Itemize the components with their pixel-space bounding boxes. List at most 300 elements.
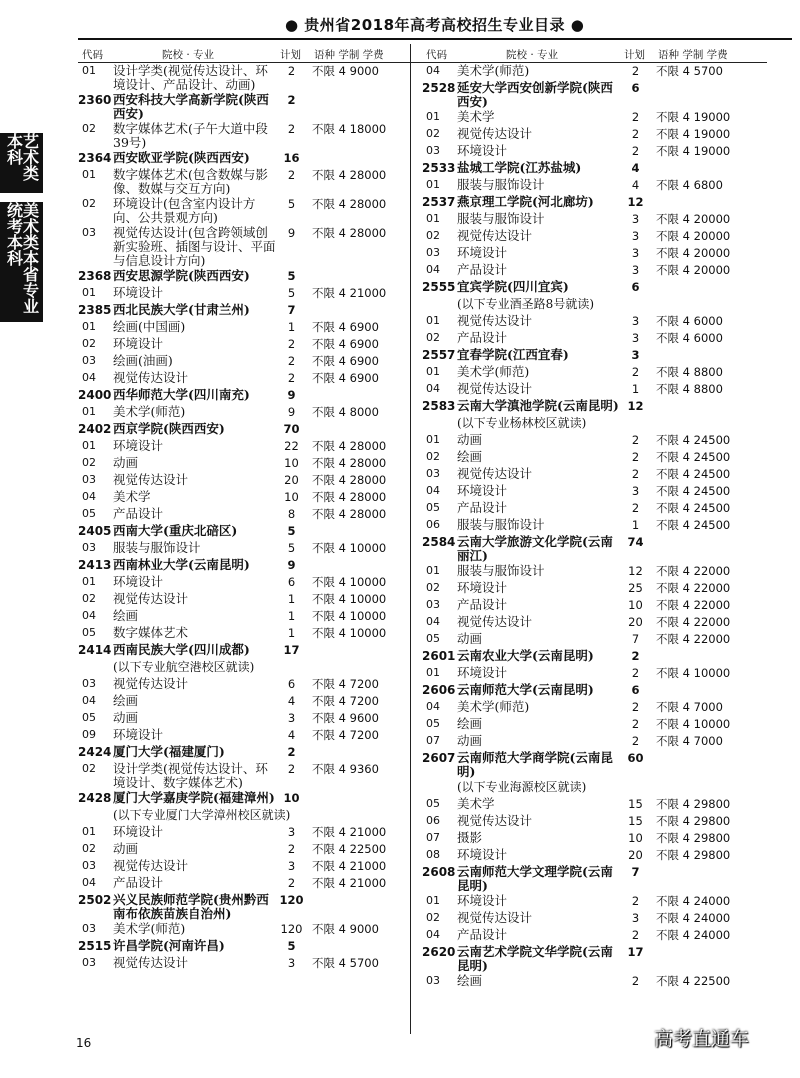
program-row bbox=[78, 761, 423, 790]
language-duration-tuition: 不限 4 7200 bbox=[312, 728, 379, 742]
school-name: 西安思源学院(陕西西安) bbox=[113, 268, 250, 283]
program-name: 视觉传达设计 bbox=[457, 381, 533, 396]
language-duration-tuition: 不限 4 10000 bbox=[312, 592, 387, 606]
school-code: 2555 bbox=[422, 280, 456, 294]
program-name: 绘画 bbox=[457, 449, 483, 464]
program-name: 视觉传达设计 bbox=[113, 472, 189, 487]
plan-count: 2 bbox=[287, 745, 296, 759]
program-name: 环境设计 bbox=[457, 245, 508, 260]
campus-note bbox=[422, 779, 767, 796]
program-row bbox=[422, 597, 767, 614]
language-duration-tuition: 不限 4 29800 bbox=[656, 797, 731, 811]
school-code: 2414 bbox=[78, 643, 112, 657]
program-name: 视觉传达设计 bbox=[457, 228, 533, 243]
program-code: 01 bbox=[82, 439, 96, 452]
plan-count: 2 bbox=[631, 110, 640, 124]
left-column bbox=[78, 44, 423, 972]
language-duration-tuition: 不限 4 29800 bbox=[656, 848, 731, 862]
plan-count: 70 bbox=[283, 422, 300, 436]
plan-count: 3 bbox=[287, 711, 296, 725]
language-duration-tuition: 不限 4 29800 bbox=[656, 814, 731, 828]
program-row bbox=[78, 824, 423, 841]
plan-count: 74 bbox=[627, 535, 644, 549]
program-code: 01 bbox=[426, 365, 440, 378]
school-code: 2385 bbox=[78, 303, 112, 317]
program-name: 动画 bbox=[113, 710, 139, 725]
program-code: 02 bbox=[82, 456, 96, 469]
program-row bbox=[422, 364, 767, 381]
plan-count: 2 bbox=[631, 974, 640, 988]
school-code: 2620 bbox=[422, 945, 456, 959]
program-code: 04 bbox=[426, 382, 440, 395]
program-name: 摄影 bbox=[457, 830, 483, 845]
program-row bbox=[78, 196, 423, 225]
program-row bbox=[422, 126, 767, 143]
plan-count: 7 bbox=[631, 865, 640, 879]
program-row bbox=[422, 330, 767, 347]
program-name: 视觉传达设计(包含跨领域创新实验班、插图与设计、平面与信息设计方向) bbox=[113, 225, 276, 268]
plan-count: 17 bbox=[283, 643, 300, 657]
school-name: 延安大学西安创新学院(陕西西安) bbox=[457, 80, 613, 109]
school-row bbox=[78, 302, 423, 319]
program-code: 01 bbox=[82, 320, 96, 333]
language-duration-tuition: 不限 4 8800 bbox=[656, 382, 723, 396]
program-name: 绘画 bbox=[457, 973, 483, 988]
program-name: 产品设计 bbox=[113, 875, 164, 890]
program-code: 02 bbox=[82, 842, 96, 855]
program-row bbox=[78, 63, 423, 92]
program-name: 产品设计 bbox=[457, 927, 508, 942]
program-code: 05 bbox=[426, 717, 440, 730]
plan-count: 2 bbox=[631, 467, 640, 481]
program-code: 07 bbox=[426, 734, 440, 747]
school-row bbox=[422, 279, 767, 296]
language-duration-tuition: 不限 4 22000 bbox=[656, 564, 731, 578]
program-code: 04 bbox=[426, 484, 440, 497]
plan-count: 2 bbox=[631, 450, 640, 464]
language-duration-tuition: 不限 4 9600 bbox=[312, 711, 379, 725]
program-name: 产品设计 bbox=[113, 506, 164, 521]
plan-count: 9 bbox=[287, 405, 296, 419]
program-name: 环境设计 bbox=[457, 143, 508, 158]
program-row bbox=[422, 813, 767, 830]
language-duration-tuition: 不限 4 22000 bbox=[656, 615, 731, 629]
plan-count: 6 bbox=[631, 81, 640, 95]
program-name: 视觉传达设计 bbox=[113, 370, 189, 385]
plan-count: 2 bbox=[631, 64, 640, 78]
language-duration-tuition: 不限 4 28000 bbox=[312, 490, 387, 504]
program-row bbox=[422, 665, 767, 682]
program-row bbox=[422, 63, 767, 80]
school-name: 宜春学院(江西宜春) bbox=[457, 347, 569, 362]
school-code: 2557 bbox=[422, 348, 456, 362]
program-code: 03 bbox=[426, 974, 440, 987]
program-code: 09 bbox=[82, 728, 96, 741]
page-title: ● 贵州省2018年高考高校招生专业目录 ● bbox=[285, 16, 585, 34]
program-name: 环境设计 bbox=[113, 438, 164, 453]
plan-count: 4 bbox=[631, 178, 640, 192]
school-row bbox=[422, 750, 767, 779]
program-code: 02 bbox=[426, 581, 440, 594]
program-name: 数字媒体艺术(包含数媒与影像、数媒与交互方向) bbox=[113, 167, 268, 196]
program-name: 视觉传达设计 bbox=[457, 313, 533, 328]
school-row bbox=[78, 150, 423, 167]
program-name: 绘画(油画) bbox=[113, 353, 173, 368]
program-row bbox=[78, 319, 423, 336]
plan-count: 5 bbox=[287, 939, 296, 953]
program-name: 视觉传达设计 bbox=[113, 858, 189, 873]
plan-count: 3 bbox=[631, 263, 640, 277]
plan-count: 120 bbox=[280, 922, 303, 936]
school-code: 2606 bbox=[422, 683, 456, 697]
program-row bbox=[78, 506, 423, 523]
program-code: 05 bbox=[82, 711, 96, 724]
program-code: 01 bbox=[82, 168, 96, 181]
plan-count: 3 bbox=[631, 314, 640, 328]
campus-note bbox=[422, 415, 767, 432]
campus-note bbox=[78, 659, 423, 676]
program-name: 视觉传达设计 bbox=[457, 614, 533, 629]
school-name: 西华师范大学(四川南充) bbox=[113, 387, 250, 402]
language-duration-tuition: 不限 4 6900 bbox=[312, 354, 379, 368]
school-code: 2607 bbox=[422, 751, 456, 765]
language-duration-tuition: 不限 4 10000 bbox=[312, 575, 387, 589]
program-code: 05 bbox=[426, 632, 440, 645]
school-code: 2533 bbox=[422, 161, 456, 175]
program-code: 04 bbox=[82, 609, 96, 622]
program-code: 01 bbox=[426, 433, 440, 446]
program-code: 01 bbox=[426, 894, 440, 907]
program-code: 03 bbox=[82, 354, 96, 367]
program-row bbox=[422, 614, 767, 631]
plan-count: 10 bbox=[284, 490, 299, 504]
plan-count: 2 bbox=[287, 168, 296, 182]
program-code: 02 bbox=[426, 331, 440, 344]
program-name: 数字媒体艺术(子午大道中段39号) bbox=[113, 121, 268, 150]
school-name: 许昌学院(河南许昌) bbox=[113, 938, 225, 953]
plan-count: 12 bbox=[628, 564, 643, 578]
program-row bbox=[78, 353, 423, 370]
program-row bbox=[422, 449, 767, 466]
plan-count: 20 bbox=[628, 615, 643, 629]
school-name: 厦门大学(福建厦门) bbox=[113, 744, 225, 759]
language-duration-tuition: 不限 4 21000 bbox=[312, 876, 387, 890]
program-name: 环境设计 bbox=[457, 580, 508, 595]
plan-count: 2 bbox=[631, 700, 640, 714]
program-code: 05 bbox=[426, 797, 440, 810]
side-tab-art-undergrad: 艺术类本科 bbox=[0, 133, 43, 193]
plan-count: 2 bbox=[287, 371, 296, 385]
program-row bbox=[422, 631, 767, 648]
program-row bbox=[78, 167, 423, 196]
program-name: 视觉传达设计 bbox=[113, 676, 189, 691]
program-row bbox=[422, 910, 767, 927]
plan-count: 3 bbox=[631, 246, 640, 260]
program-code: 02 bbox=[426, 127, 440, 140]
program-row bbox=[78, 540, 423, 557]
language-duration-tuition: 不限 4 20000 bbox=[656, 263, 731, 277]
school-code: 2405 bbox=[78, 524, 112, 538]
program-row bbox=[422, 580, 767, 597]
language-duration-tuition: 不限 4 7000 bbox=[656, 734, 723, 748]
program-name: 环境设计 bbox=[113, 574, 164, 589]
program-name: 环境设计 bbox=[457, 893, 508, 908]
program-code: 01 bbox=[82, 575, 96, 588]
program-name: 环境设计 bbox=[457, 847, 508, 862]
school-row bbox=[422, 398, 767, 415]
school-row bbox=[78, 92, 423, 121]
school-code: 2601 bbox=[422, 649, 456, 663]
school-code: 2360 bbox=[78, 93, 112, 107]
program-code: 02 bbox=[82, 122, 96, 135]
header-rule bbox=[78, 38, 792, 40]
right-column bbox=[422, 44, 767, 990]
language-duration-tuition: 不限 4 18000 bbox=[312, 122, 387, 136]
program-name: 产品设计 bbox=[457, 597, 508, 612]
language-duration-tuition: 不限 4 7200 bbox=[312, 694, 379, 708]
program-code: 02 bbox=[82, 762, 96, 775]
program-row bbox=[422, 796, 767, 813]
school-row bbox=[422, 160, 767, 177]
school-name: 西安欧亚学院(陕西西安) bbox=[113, 150, 250, 165]
program-code: 04 bbox=[82, 694, 96, 707]
plan-count: 7 bbox=[631, 632, 640, 646]
school-code: 2537 bbox=[422, 195, 456, 209]
program-code: 01 bbox=[426, 666, 440, 679]
plan-count: 10 bbox=[284, 456, 299, 470]
school-code: 2584 bbox=[422, 535, 456, 549]
program-code: 01 bbox=[426, 564, 440, 577]
program-code: 01 bbox=[426, 110, 440, 123]
language-duration-tuition: 不限 4 7200 bbox=[312, 677, 379, 691]
plan-count: 3 bbox=[631, 331, 640, 345]
program-row bbox=[422, 699, 767, 716]
column-divider bbox=[410, 44, 411, 1034]
language-duration-tuition: 不限 4 22000 bbox=[656, 598, 731, 612]
plan-count: 120 bbox=[279, 893, 304, 907]
program-code: 03 bbox=[82, 859, 96, 872]
plan-count: 5 bbox=[287, 269, 296, 283]
plan-count: 12 bbox=[627, 399, 644, 413]
program-name: 动画 bbox=[113, 841, 139, 856]
program-row bbox=[78, 921, 423, 938]
plan-count: 10 bbox=[628, 831, 643, 845]
left-column-header bbox=[78, 44, 423, 63]
program-row bbox=[78, 693, 423, 710]
plan-count: 6 bbox=[287, 677, 296, 691]
plan-count: 2 bbox=[631, 666, 640, 680]
language-duration-tuition: 不限 4 20000 bbox=[656, 246, 731, 260]
col-header-plan: 计划 bbox=[624, 49, 645, 61]
language-duration-tuition: 不限 4 24500 bbox=[656, 467, 731, 481]
plan-count: 3 bbox=[631, 348, 640, 362]
program-code: 02 bbox=[426, 450, 440, 463]
plan-count: 1 bbox=[287, 609, 296, 623]
plan-count: 2 bbox=[287, 122, 296, 136]
page-header bbox=[0, 0, 800, 46]
program-row bbox=[78, 727, 423, 744]
school-row bbox=[422, 194, 767, 211]
program-row bbox=[422, 563, 767, 580]
program-name: 设计学类(视觉传达设计、环境设计、产品设计、动画) bbox=[113, 63, 268, 92]
plan-count: 25 bbox=[628, 581, 643, 595]
language-duration-tuition: 不限 4 22500 bbox=[312, 842, 387, 856]
language-duration-tuition: 不限 4 28000 bbox=[312, 168, 387, 182]
program-name: 美术学(师范) bbox=[457, 364, 530, 379]
program-row bbox=[78, 336, 423, 353]
school-name: 厦门大学嘉庚学院(福建漳州) bbox=[113, 790, 275, 805]
plan-count: 2 bbox=[631, 928, 640, 942]
language-duration-tuition: 不限 4 22000 bbox=[656, 632, 731, 646]
school-name: 西京学院(陕西西安) bbox=[113, 421, 225, 436]
side-tab-fine-art-exam: 美术类本省专业统考本科 bbox=[0, 202, 43, 322]
plan-count: 2 bbox=[287, 842, 296, 856]
language-duration-tuition: 不限 4 20000 bbox=[656, 212, 731, 226]
left-rows bbox=[78, 63, 423, 972]
plan-count: 5 bbox=[287, 286, 296, 300]
language-duration-tuition: 不限 4 28000 bbox=[312, 473, 387, 487]
program-name: 视觉传达设计 bbox=[457, 126, 533, 141]
language-duration-tuition: 不限 4 10000 bbox=[656, 717, 731, 731]
plan-count: 2 bbox=[287, 64, 296, 78]
school-row bbox=[422, 944, 767, 973]
col-header-meta: 语种 学制 学费 bbox=[314, 49, 384, 61]
plan-count: 9 bbox=[287, 388, 296, 402]
plan-count: 4 bbox=[631, 161, 640, 175]
program-code: 04 bbox=[426, 928, 440, 941]
program-code: 03 bbox=[82, 922, 96, 935]
language-duration-tuition: 不限 4 28000 bbox=[312, 226, 387, 240]
plan-count: 17 bbox=[627, 945, 644, 959]
language-duration-tuition: 不限 4 6800 bbox=[656, 178, 723, 192]
program-row bbox=[78, 489, 423, 506]
program-code: 01 bbox=[82, 825, 96, 838]
language-duration-tuition: 不限 4 6900 bbox=[312, 320, 379, 334]
program-code: 06 bbox=[426, 518, 440, 531]
program-code: 01 bbox=[426, 178, 440, 191]
plan-count: 1 bbox=[287, 320, 296, 334]
school-name: 西安科技大学高新学院(陕西西安) bbox=[113, 92, 269, 121]
program-name: 环境设计 bbox=[113, 285, 164, 300]
plan-count: 6 bbox=[631, 280, 640, 294]
language-duration-tuition: 不限 4 10000 bbox=[312, 609, 387, 623]
school-name: 西北民族大学(甘肃兰州) bbox=[113, 302, 250, 317]
language-duration-tuition: 不限 4 24500 bbox=[656, 484, 731, 498]
program-name: 数字媒体艺术 bbox=[113, 625, 189, 640]
program-row bbox=[78, 438, 423, 455]
program-code: 04 bbox=[426, 64, 440, 77]
plan-count: 4 bbox=[287, 728, 296, 742]
school-row bbox=[422, 682, 767, 699]
plan-count: 2 bbox=[287, 762, 296, 776]
language-duration-tuition: 不限 4 24500 bbox=[656, 433, 731, 447]
school-code: 2368 bbox=[78, 269, 112, 283]
program-code: 01 bbox=[426, 314, 440, 327]
program-code: 03 bbox=[82, 473, 96, 486]
language-duration-tuition: 不限 4 24500 bbox=[656, 501, 731, 515]
program-name: 环境设计 bbox=[113, 824, 164, 839]
program-name: 视觉传达设计 bbox=[457, 910, 533, 925]
program-name: 产品设计 bbox=[457, 262, 508, 277]
language-duration-tuition: 不限 4 19000 bbox=[656, 110, 731, 124]
program-name: 美术学(师范) bbox=[457, 63, 530, 78]
language-duration-tuition: 不限 4 19000 bbox=[656, 144, 731, 158]
program-row bbox=[78, 710, 423, 727]
program-name: 绘画(中国画) bbox=[113, 319, 186, 334]
language-duration-tuition: 不限 4 24000 bbox=[656, 894, 731, 908]
program-row bbox=[422, 483, 767, 500]
program-row bbox=[78, 676, 423, 693]
plan-count: 7 bbox=[287, 303, 296, 317]
col-header-meta: 语种 学制 学费 bbox=[658, 49, 728, 61]
school-row bbox=[78, 790, 423, 807]
school-name: 盐城工学院(江苏盐城) bbox=[457, 160, 582, 175]
program-name: 美术学 bbox=[113, 489, 151, 504]
program-code: 03 bbox=[82, 541, 96, 554]
watermark-text: 高考直通车 bbox=[654, 1028, 750, 1050]
program-name: 视觉传达设计 bbox=[113, 955, 189, 970]
program-code: 03 bbox=[82, 956, 96, 969]
school-code: 2608 bbox=[422, 865, 456, 879]
language-duration-tuition: 不限 4 24000 bbox=[656, 911, 731, 925]
program-name: 动画 bbox=[457, 631, 483, 646]
program-name: 绘画 bbox=[457, 716, 483, 731]
language-duration-tuition: 不限 4 6900 bbox=[312, 337, 379, 351]
plan-count: 3 bbox=[287, 825, 296, 839]
plan-count: 10 bbox=[628, 598, 643, 612]
program-row bbox=[422, 847, 767, 864]
language-duration-tuition: 不限 4 22000 bbox=[656, 581, 731, 595]
program-row bbox=[78, 455, 423, 472]
program-code: 02 bbox=[426, 229, 440, 242]
program-name: 服装与服饰设计 bbox=[457, 517, 545, 532]
program-name: 动画 bbox=[113, 455, 139, 470]
program-name: 视觉传达设计 bbox=[457, 813, 533, 828]
language-duration-tuition: 不限 4 6000 bbox=[656, 331, 723, 345]
program-row bbox=[422, 830, 767, 847]
school-name: 西南林业大学(云南昆明) bbox=[113, 557, 250, 572]
plan-count: 2 bbox=[631, 127, 640, 141]
school-row bbox=[78, 938, 423, 955]
plan-count: 60 bbox=[627, 751, 644, 765]
program-row bbox=[78, 225, 423, 268]
campus-note-text: (以下专业厦门大学漳州校区就读) bbox=[113, 808, 291, 822]
school-name: 云南艺术学院文华学院(云南昆明) bbox=[457, 944, 613, 973]
plan-count: 5 bbox=[287, 541, 296, 555]
program-row bbox=[78, 404, 423, 421]
plan-count: 12 bbox=[627, 195, 644, 209]
language-duration-tuition: 不限 4 21000 bbox=[312, 825, 387, 839]
plan-count: 20 bbox=[284, 473, 299, 487]
language-duration-tuition: 不限 4 8000 bbox=[312, 405, 379, 419]
language-duration-tuition: 不限 4 21000 bbox=[312, 286, 387, 300]
program-name: 产品设计 bbox=[457, 500, 508, 515]
program-row bbox=[78, 370, 423, 387]
program-row bbox=[422, 381, 767, 398]
school-row bbox=[422, 534, 767, 563]
program-row bbox=[422, 716, 767, 733]
plan-count: 2 bbox=[631, 717, 640, 731]
program-row bbox=[78, 121, 423, 150]
plan-count: 6 bbox=[287, 575, 296, 589]
campus-note bbox=[422, 296, 767, 313]
program-row bbox=[78, 285, 423, 302]
program-name: 动画 bbox=[457, 733, 483, 748]
program-code: 06 bbox=[426, 814, 440, 827]
plan-count: 2 bbox=[631, 144, 640, 158]
program-code: 05 bbox=[82, 507, 96, 520]
program-code: 04 bbox=[426, 700, 440, 713]
